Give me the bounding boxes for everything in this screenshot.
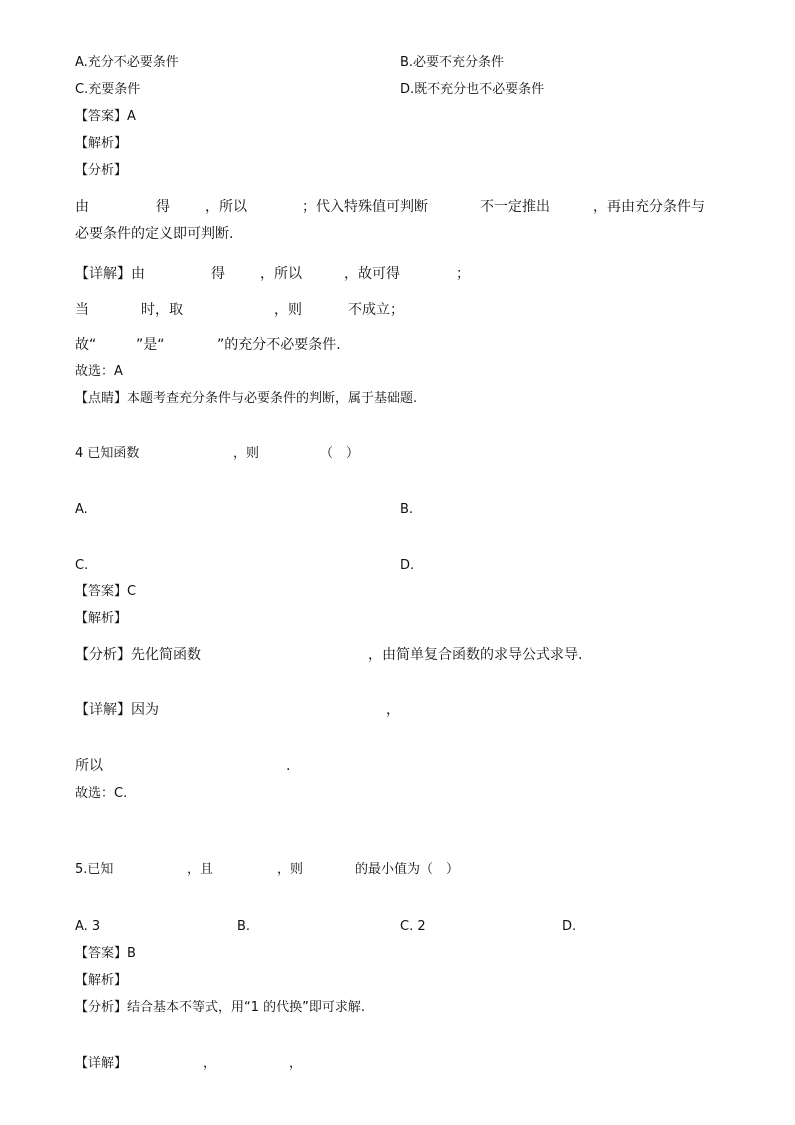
q3-xiangjie: 得	[211, 266, 225, 282]
q3-xiangjie: ，故可得	[344, 266, 400, 282]
q3-fenxi-title: 【分析】	[75, 163, 128, 178]
q4-stem: （ ）	[320, 446, 360, 461]
q3-fenxi-text: 不一定推出	[480, 199, 550, 215]
q3-fenxi-text: ，所以	[205, 199, 247, 215]
q4-option-b: B.	[400, 502, 414, 517]
q4-option-c: C.	[75, 558, 89, 573]
q5-option-d: D.	[562, 919, 577, 934]
q5-stem: 5.已知	[75, 862, 114, 877]
q4-answer: 【答案】C	[75, 584, 137, 599]
q3-xiangjie: 故“	[75, 337, 97, 353]
q3-xiangjie: 【详解】由	[75, 266, 145, 282]
q5-stem: 的最小值为（ ）	[355, 862, 460, 877]
q3-fenxi-text: 由	[75, 199, 89, 215]
q4-answer-choice: 故选：C.	[75, 786, 128, 801]
q3-answer-choice: 故选：A	[75, 364, 123, 379]
q3-option-c: C.充要条件	[75, 82, 141, 97]
q3-xiangjie: ，所以	[260, 266, 302, 282]
q3-answer: 【答案】A	[75, 109, 136, 124]
q5-stem: ，则	[277, 862, 304, 877]
q5-option-c: C. 2	[400, 919, 426, 934]
q3-xiangjie: ”的充分不必要条件.	[217, 337, 341, 353]
q3-option-a: A.充分不必要条件	[75, 55, 179, 70]
q3-xiangjie: 时，取	[141, 302, 183, 318]
q5-answer: 【答案】B	[75, 946, 136, 961]
q5-xiangjie: ，	[203, 1056, 217, 1071]
q3-xiangjie: 当	[75, 302, 89, 318]
q3-option-b: B.必要不充分条件	[400, 55, 505, 70]
q3-dianjing: 【点睛】本题考查充分条件与必要条件的判断，属于基础题.	[75, 391, 418, 406]
q4-xiangjie: 【详解】因为	[75, 702, 159, 718]
q4-jiexi: 【解析】	[75, 611, 128, 626]
q4-xiangjie: ，	[386, 702, 400, 718]
q3-xiangjie: ，则	[274, 302, 302, 318]
q5-stem: ，且	[187, 862, 214, 877]
q3-xiangjie: 不成立；	[348, 302, 404, 318]
q5-fenxi: 【分析】结合基本不等式，用“1 的代换”即可求解.	[75, 1000, 366, 1015]
q4-suoyi: 所以	[75, 758, 103, 774]
q5-jiexi: 【解析】	[75, 973, 128, 988]
q3-fenxi-text: ；代入特殊值可判断	[302, 199, 428, 215]
q4-fenxi: 【分析】先化简函数	[75, 647, 201, 663]
q3-jiexi: 【解析】	[75, 136, 128, 151]
q3-fenxi-text: ，再由充分条件与	[593, 199, 705, 215]
q5-xiangjie: 【详解】	[75, 1056, 128, 1071]
q4-stem: 4 已知函数	[75, 446, 140, 461]
q3-xiangjie: ”是“	[136, 337, 165, 353]
q3-option-d: D.既不充分也不必要条件	[400, 82, 545, 97]
q3-fenxi-text: 必要条件的定义即可判断.	[75, 226, 234, 242]
q4-fenxi: ，由简单复合函数的求导公式求导.	[368, 647, 583, 663]
q3-fenxi-text: 得	[156, 199, 170, 215]
q5-option-b: B.	[237, 919, 251, 934]
q5-xiangjie: ，	[289, 1056, 303, 1071]
q4-stem: ，则	[233, 446, 260, 461]
q4-option-d: D.	[400, 558, 415, 573]
q4-suoyi: .	[286, 758, 291, 774]
q5-option-a: A. 3	[75, 919, 101, 934]
q3-xiangjie: ；	[456, 266, 470, 282]
q4-option-a: A.	[75, 502, 88, 517]
